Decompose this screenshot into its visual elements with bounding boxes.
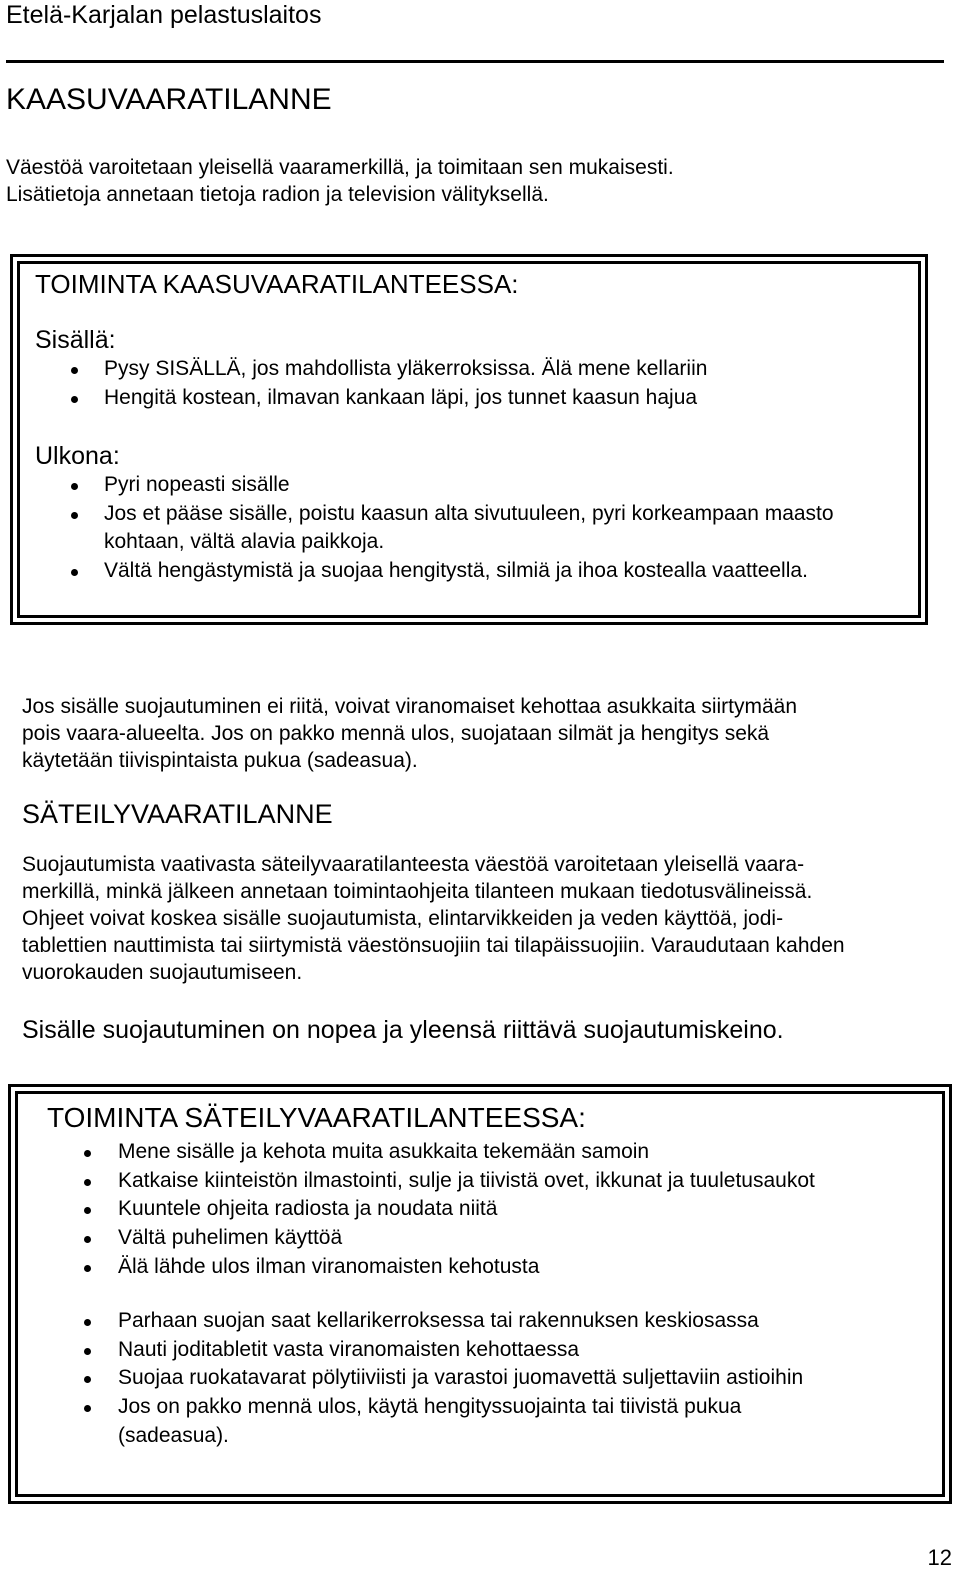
list-item bbox=[50, 1224, 930, 1253]
text-line: pois vaara-alueelta. Jos on pakko mennä ulos, suojataan silmät ja hengitys sekä bbox=[22, 722, 770, 745]
list-item bbox=[50, 1393, 850, 1450]
list-item-text: Vältä hengästymistä ja suojaa hengitystä, silmiä ja ihoa kostealla vaatteella. bbox=[104, 558, 808, 582]
list-item-text: Jos on pakko mennä ulos, käytä hengityssuojainta tai tiivistä pukua (sadeasua). bbox=[118, 1395, 742, 1447]
bullet-icon bbox=[71, 483, 78, 490]
list-item bbox=[34, 355, 904, 384]
header-rule bbox=[6, 60, 944, 63]
bullet-icon bbox=[84, 1405, 91, 1412]
bullet-icon bbox=[84, 1207, 91, 1214]
page-number: 12 bbox=[927, 1545, 952, 1570]
radiation-list-group2 bbox=[50, 1307, 850, 1451]
bullet-icon bbox=[71, 569, 78, 576]
text-line: käytetään tiivispintaista pukua (sadeasua). bbox=[22, 749, 418, 772]
text-line: Suojautumista vaativasta säteilyvaaratilanteesta väestöä varoitetaan yleisellä vaara- bbox=[22, 853, 805, 876]
list-item bbox=[50, 1253, 930, 1282]
gas-section-title: KAASUVAARATILANNE bbox=[6, 83, 332, 116]
bullet-icon bbox=[84, 1348, 91, 1355]
text-line: Ohjeet voivat koskea sisälle suojautumista, elintarvikkeiden ja veden käyttöä, jodi- bbox=[22, 907, 784, 930]
list-item-text: Vältä puhelimen käyttöä bbox=[118, 1226, 343, 1250]
list-item bbox=[34, 557, 854, 586]
list-item-text: Kuuntele ohjeita radiosta ja noudata niitä bbox=[118, 1197, 498, 1221]
list-item-text: Pyri nopeasti sisälle bbox=[104, 473, 290, 496]
organization-header: Etelä-Karjalan pelastuslaitos bbox=[6, 1, 322, 29]
list-item-text: Pysy SISÄLLÄ, jos mahdollista yläkerroksissa. Älä mene kellariin bbox=[104, 357, 708, 380]
list-item-text: Älä lähde ulos ilman viranomaisten kehotusta bbox=[118, 1254, 540, 1278]
gas-intro-line: Lisätietoja annetaan tietoja radion ja television välityksellä. bbox=[6, 183, 549, 206]
bullet-icon bbox=[71, 396, 78, 403]
gas-after-box-text bbox=[22, 693, 797, 774]
list-item bbox=[50, 1195, 930, 1224]
list-item bbox=[34, 384, 904, 413]
bullet-icon bbox=[84, 1179, 91, 1186]
list-item bbox=[50, 1167, 930, 1196]
list-item bbox=[50, 1138, 930, 1167]
gas-box-title: TOIMINTA KAASUVAARATILANTEESSA: bbox=[35, 269, 519, 299]
list-item bbox=[50, 1336, 850, 1365]
list-item-text: Jos et pääse sisälle, poistu kaasun alta sivutuuleen, pyri korkeampaan maasto kohtaan, vältä alavia paikkoja. bbox=[104, 501, 834, 553]
radiation-section-title: SÄTEILYVAARATILANNE bbox=[22, 799, 333, 829]
gas-intro bbox=[6, 154, 674, 208]
list-item bbox=[34, 500, 854, 557]
bullet-icon bbox=[84, 1236, 91, 1243]
radiation-box-title: TOIMINTA SÄTEILYVAARATILANTEESSA: bbox=[47, 1102, 586, 1133]
outside-list bbox=[34, 471, 854, 585]
bullet-icon bbox=[84, 1265, 91, 1272]
list-item-text: Katkaise kiinteistön ilmastointi, sulje ja tiivistä ovet, ikkunat ja tuuletusaukot bbox=[118, 1168, 815, 1192]
inside-heading: Sisällä: bbox=[35, 326, 116, 354]
bullet-icon bbox=[71, 367, 78, 374]
list-item-text: Suojaa ruokatavarat pölytiiviisti ja varastoi juomavettä suljettaviin astioihin bbox=[118, 1366, 804, 1390]
text-line: merkillä, minkä jälkeen annetaan toimintaohjeita tilanteen mukaan tiedotusvälineissä. bbox=[22, 880, 813, 903]
list-item-text: Nauti joditabletit vasta viranomaisten kehottaessa bbox=[118, 1337, 580, 1361]
list-item bbox=[34, 471, 854, 500]
list-item-text: Parhaan suojan saat kellarikerroksessa tai rakennuksen keskiosassa bbox=[118, 1309, 759, 1332]
radiation-list-group1 bbox=[50, 1138, 930, 1282]
list-item-text: Mene sisälle ja kehota muita asukkaita tekemään samoin bbox=[118, 1140, 650, 1163]
bullet-icon bbox=[71, 512, 78, 519]
text-line: Jos sisälle suojautuminen ei riitä, voivat viranomaiset kehottaa asukkaita siirtymään bbox=[22, 695, 798, 718]
list-item-text: Hengitä kostean, ilmavan kankaan läpi, jos tunnet kaasun hajua bbox=[104, 385, 698, 409]
radiation-highlight: Sisälle suojautuminen on nopea ja yleensä riittävä suojautumiskeino. bbox=[22, 1016, 784, 1044]
gas-intro-line: Väestöä varoitetaan yleisellä vaaramerkillä, ja toimitaan sen mukaisesti. bbox=[6, 156, 674, 179]
radiation-body-text bbox=[22, 851, 845, 986]
list-item bbox=[50, 1307, 850, 1336]
outside-heading: Ulkona: bbox=[35, 442, 120, 470]
bullet-icon bbox=[84, 1376, 91, 1383]
list-item bbox=[50, 1364, 850, 1393]
inside-list bbox=[34, 355, 904, 412]
bullet-icon bbox=[84, 1319, 91, 1326]
text-line: vuorokauden suojautumiseen. bbox=[22, 961, 303, 984]
bullet-icon bbox=[84, 1150, 91, 1157]
text-line: tablettien nauttimista tai siirtymistä väestönsuojiin tai tilapäissuojiin. Varaudutaan kahden bbox=[22, 934, 845, 957]
